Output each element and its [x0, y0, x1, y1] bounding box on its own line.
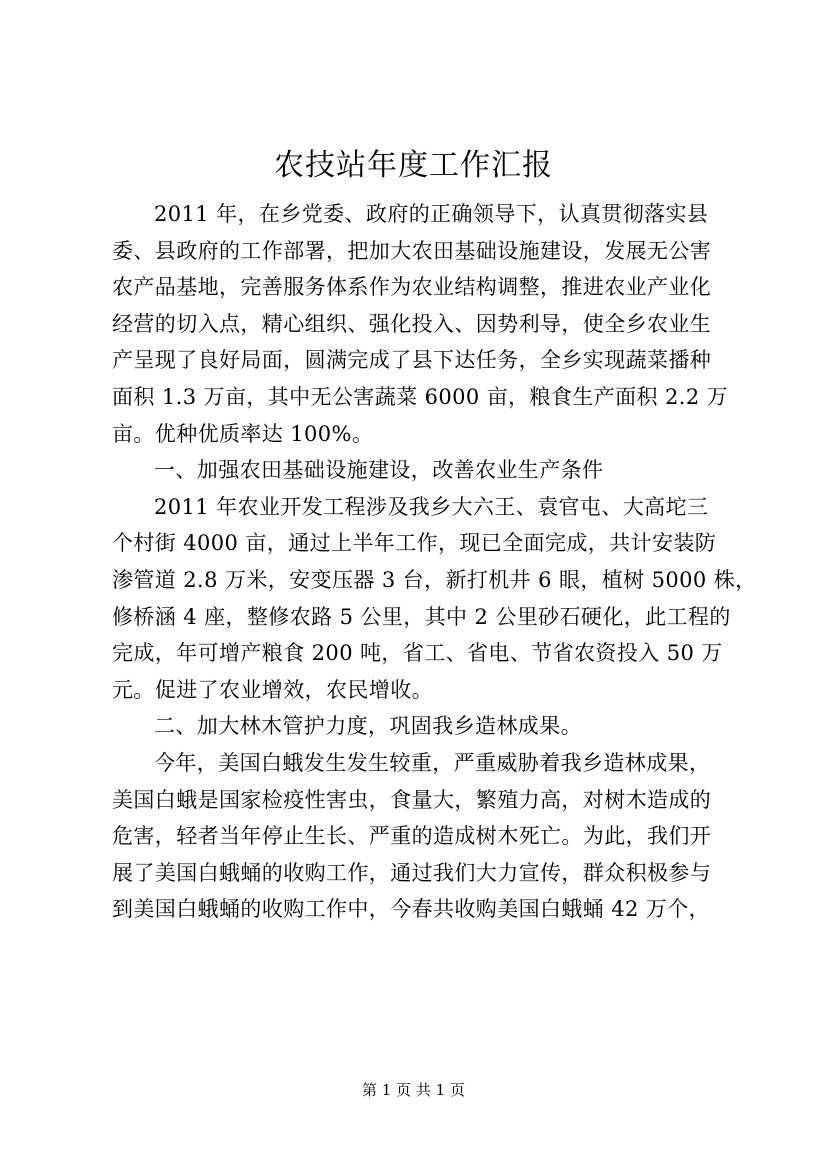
text-line: 渗管道 2.8 万米，安变压器 3 台，新打机井 6 眼，植树 5000 株， — [112, 567, 757, 592]
page-footer: 第 1 页 共 1 页 — [362, 1081, 465, 1099]
text-line: 展了美国白蛾蛹的收购工作，通过我们大力宣传，群众积极参与 — [112, 860, 712, 885]
document-title: 农技站年度工作汇报 — [274, 148, 553, 183]
text-line: 今年，美国白蛾发生发生较重，严重威胁着我乡造林成果， — [154, 750, 711, 775]
text-line: 到美国白蛾蛹的收购工作中，今春共收购美国白蛾蛹 42 万个， — [112, 897, 711, 922]
text-line: 危害，轻者当年停止生长、严重的造成树木死亡。为此，我们开 — [112, 824, 712, 849]
text-line: 2011 年农业开发工程涉及我乡大六王、袁官屯、大高坨三 — [154, 494, 709, 519]
document-body — [112, 196, 757, 928]
text-line: 修桥涵 4 座，整修农路 5 公里，其中 2 公里砂石硬化，此工程的 — [112, 604, 731, 629]
text-line: 元。促进了农业增效，农民增收。 — [112, 677, 433, 702]
text-line: 委、县政府的工作部署，把加大农田基础设施建设，发展无公害 — [112, 238, 712, 263]
text-line: 美国白蛾是国家检疫性害虫，食量大，繁殖力高，对树木造成的 — [112, 787, 712, 812]
text-line: 2011 年，在乡党委、政府的正确领导下，认真贯彻落实县 — [154, 202, 709, 226]
text-line: 一、加强农田基础设施建设，改善农业生产条件 — [154, 458, 604, 483]
text-line: 产呈现了良好局面，圆满完成了县下达任务，全乡实现蔬菜播种 — [112, 348, 712, 373]
text-line: 二、加大林木管护力度，巩固我乡造林成果。 — [154, 714, 582, 739]
text-line: 经营的切入点，精心组织、强化投入、因势利导，使全乡农业生 — [112, 311, 712, 336]
text-line: 面积 1.3 万亩，其中无公害蔬菜 6000 亩，粮食生产面积 2.2 万 — [112, 384, 729, 409]
text-line: 亩。优种优质率达 100%。 — [112, 421, 374, 446]
text-line: 农产品基地，完善服务体系作为农业结构调整，推进农业产业化 — [112, 275, 712, 300]
text-line: 个村街 4000 亩，通过上半年工作，现已全面完成，共计安装防 — [112, 531, 717, 556]
text-line: 完成，年可增产粮食 200 吨，省工、省电、节省农资投入 50 万 — [112, 641, 723, 666]
